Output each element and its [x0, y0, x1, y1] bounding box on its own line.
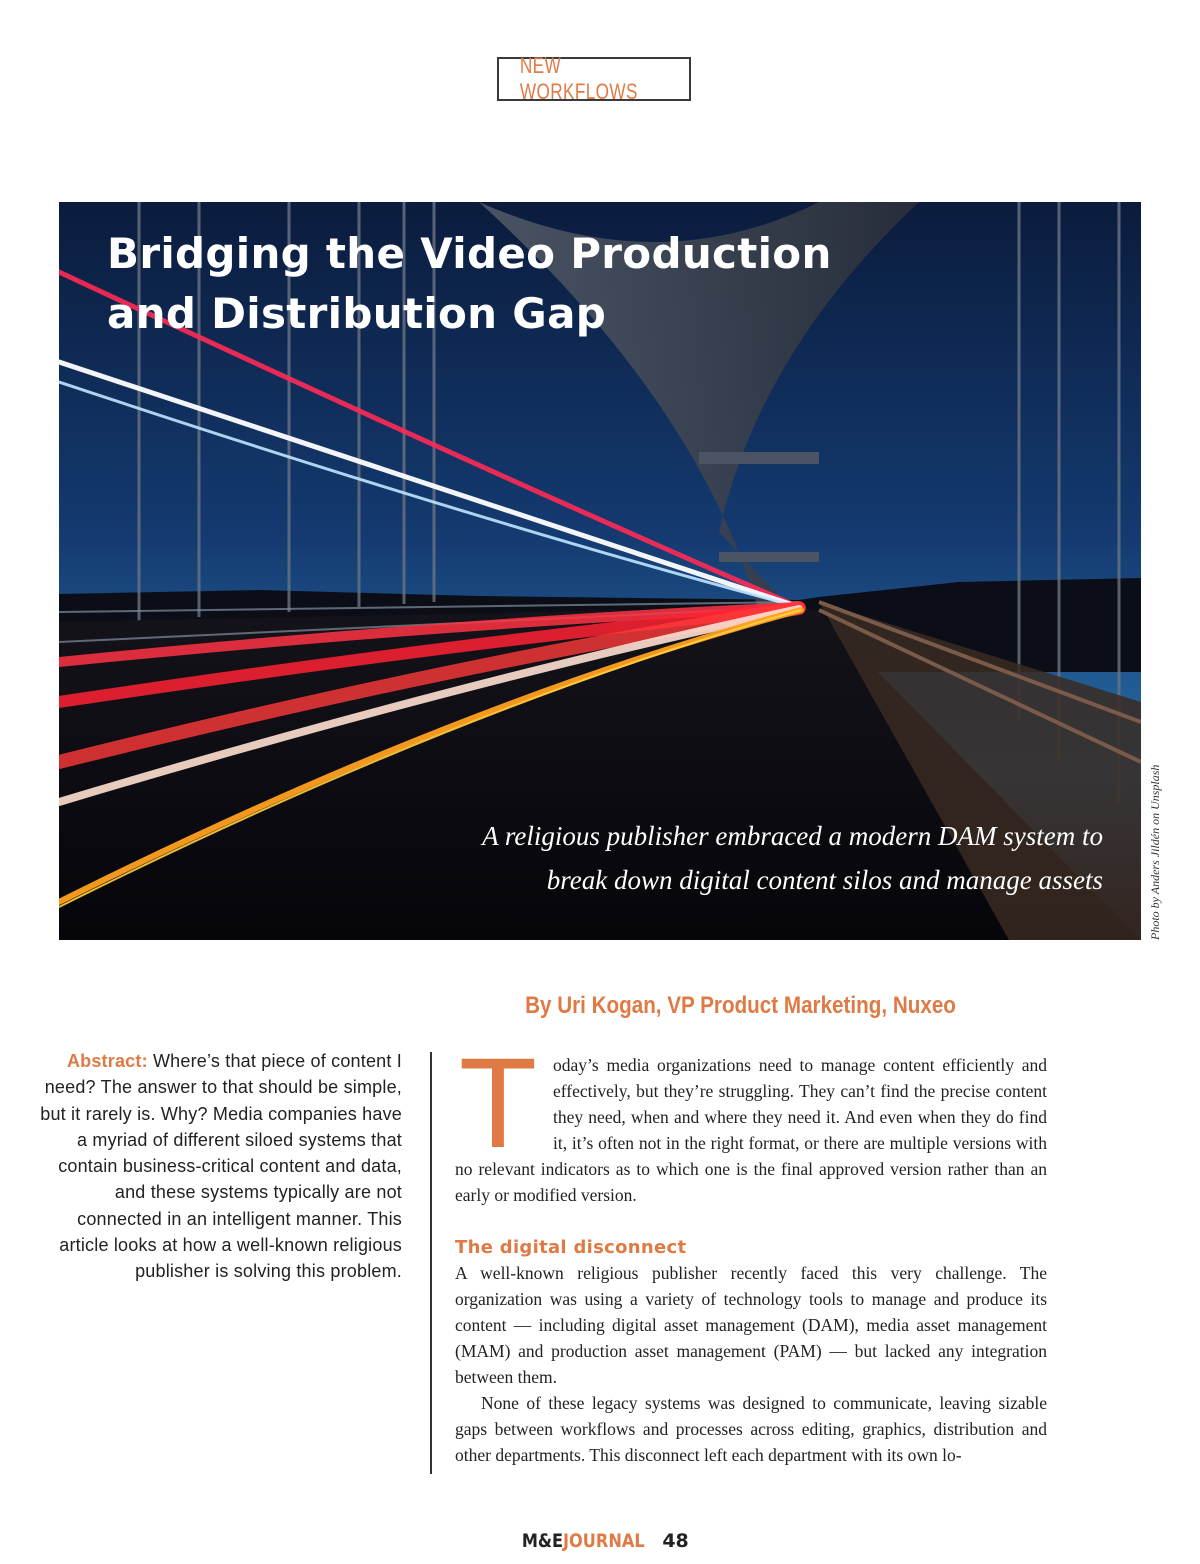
journal-brand-suffix: JOURNAL [563, 1530, 645, 1552]
intro-paragraph: oday’s media organizations need to manage content efficiently and effectively, but they’re struggling. They can’t find the precise content they need, when and where they need it. And even when they do find it, it’s often not in the right format, or there are multiple versions with no relevant indicators as to which one is the final approved version rather than an early or modified version. [455, 1055, 1047, 1205]
intro-paragraph-wrap [455, 1032, 1047, 1208]
article-title [107, 224, 927, 344]
article-body [455, 1032, 1047, 1468]
journal-brand-prefix: M&E [522, 1530, 564, 1552]
section-tag [497, 53, 691, 104]
page-footer [0, 1530, 1200, 1552]
section-tag-label: NEW WORKFLOWS [519, 53, 638, 104]
body-paragraph-2: None of these legacy systems was designed to communicate, leaving sizable gaps between workflows and processes across editing, graphics, distribution and other departments. This disconnect left each department with its own lo- [455, 1393, 1047, 1465]
drop-cap: T [458, 1032, 538, 1175]
journal-brand [522, 1530, 645, 1552]
page-number: 48 [662, 1530, 689, 1552]
article-deck-line-2: break down digital content silos and manage assets [546, 865, 1103, 895]
article-deck-line-1: A religious publisher embraced a modern DAM system to [482, 821, 1103, 851]
column-divider [430, 1052, 432, 1474]
abstract-label: Abstract: [66, 1051, 148, 1071]
abstract-text: Where’s that piece of content I need? The answer to that should be simple, but it rarely is. Why? Media companies have a myriad of different siloed systems that contain business-critical content and data, and these systems typically are not connected in an intelligent manner. This article looks at how a well-known religious publisher is solving this problem. [40, 1051, 402, 1282]
byline [470, 992, 1010, 1020]
byline-text: By Uri Kogan, VP Product Marketing, Nuxeo [524, 992, 956, 1019]
photo-credit: Photo by Anders Jildén on Unsplash [1148, 764, 1162, 940]
section-heading: The digital disconnect [455, 1237, 687, 1258]
hero-photo [59, 202, 1141, 940]
abstract [40, 1048, 402, 1285]
article-title-line-1: Bridging the Video Production [107, 229, 832, 278]
article-deck [383, 814, 1103, 902]
body-paragraph-1: A well-known religious publisher recently faced this very challenge. The organization was using a variety of technology tools to manage and produce its content — including digital asset management (DAM), media asset management (MAM) and production asset management (PAM) — but lacked any integration between them. [455, 1263, 1047, 1387]
article-title-line-2: and Distribution Gap [107, 289, 607, 338]
